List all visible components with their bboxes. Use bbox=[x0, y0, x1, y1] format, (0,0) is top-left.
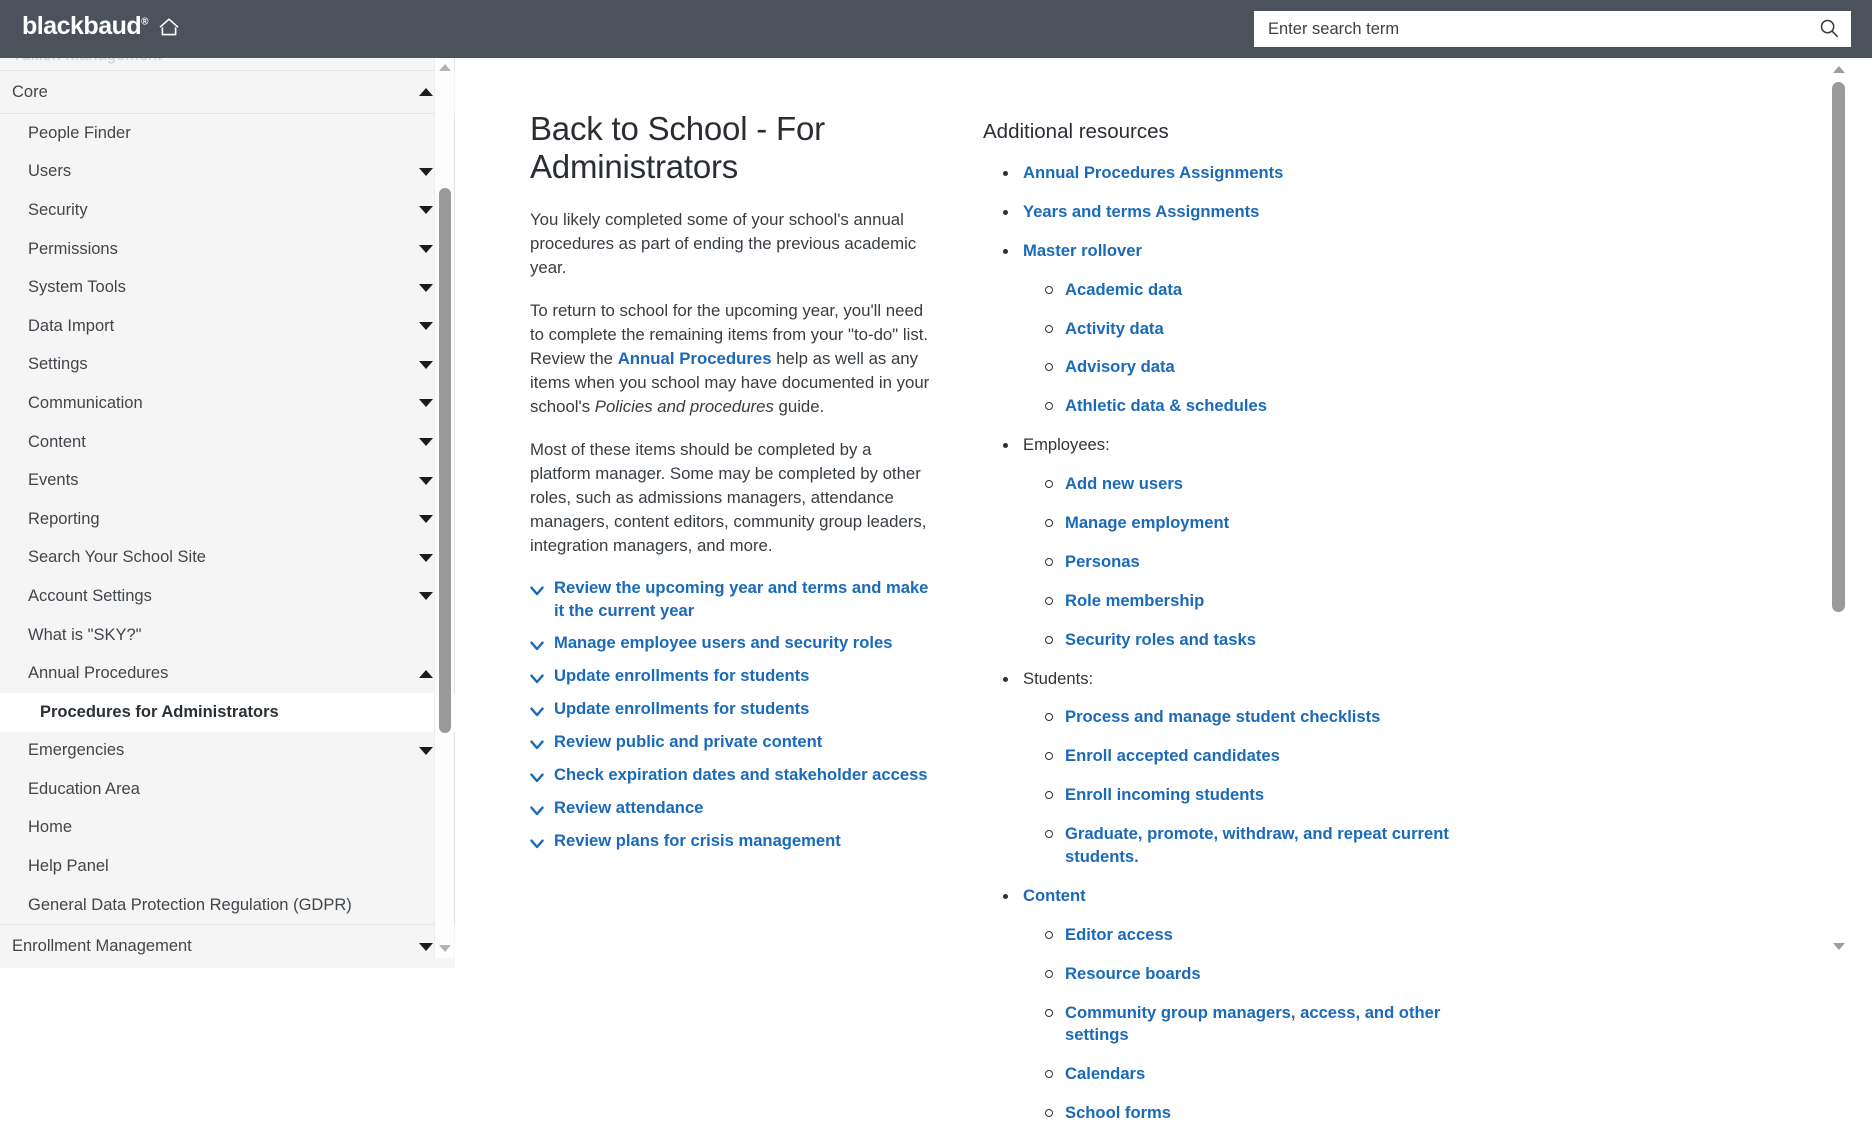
sidebar-item-label: Procedures for Administrators bbox=[40, 702, 279, 721]
paragraph-text: help as well as any items when you school may have documented in your school's bbox=[530, 348, 930, 416]
accordion-toggle[interactable] bbox=[530, 698, 930, 722]
chevron-down-icon bbox=[530, 836, 544, 854]
paragraph-text: guide. bbox=[773, 396, 825, 416]
chevron-down-icon bbox=[419, 322, 433, 330]
resource-sublist bbox=[1023, 279, 1463, 419]
resource-link[interactable]: Editor access bbox=[1065, 924, 1173, 944]
resource-sublist-item bbox=[1023, 279, 1463, 302]
sidebar-item-annual-procedures[interactable] bbox=[0, 654, 455, 693]
sidebar-scrollbar-thumb[interactable] bbox=[439, 188, 451, 733]
sidebar-scroll-content bbox=[0, 40, 455, 968]
registered-mark: ® bbox=[141, 16, 149, 28]
sidebar-item-users[interactable] bbox=[0, 153, 455, 192]
chevron-down-icon bbox=[419, 592, 433, 600]
resource-group-label: Students: bbox=[1023, 668, 1094, 688]
resource-list-item bbox=[983, 201, 1463, 224]
accordion-label: Review the upcoming year and terms and make it the current year bbox=[554, 578, 929, 620]
sidebar-item-label: System Tools bbox=[28, 278, 126, 297]
chevron-down-icon bbox=[530, 583, 544, 601]
chevron-down-icon bbox=[419, 554, 433, 562]
sidebar-item-label: Events bbox=[28, 471, 79, 490]
chevron-down-icon bbox=[530, 737, 544, 755]
sidebar-item-people-finder[interactable] bbox=[0, 114, 455, 153]
resource-link[interactable]: Advisory data bbox=[1065, 357, 1175, 377]
chevron-down-icon bbox=[419, 361, 433, 369]
accordion-label: Manage employee users and security roles bbox=[554, 632, 893, 652]
sidebar-item-reporting[interactable] bbox=[0, 500, 455, 539]
article-column bbox=[530, 110, 930, 863]
sidebar-item-label: Account Settings bbox=[28, 586, 152, 605]
resource-sublist bbox=[1023, 924, 1463, 1125]
resource-link[interactable]: Community group managers, access, and other settings bbox=[1065, 1002, 1441, 1045]
scroll-down-arrow-icon[interactable] bbox=[439, 945, 451, 952]
accordion-label: Review plans for crisis management bbox=[554, 830, 841, 850]
sidebar-item-system-tools[interactable] bbox=[0, 268, 455, 307]
accordion-toggle[interactable] bbox=[530, 797, 930, 821]
left-navigation-sidebar bbox=[0, 58, 455, 958]
sidebar-item-label: Search Your School Site bbox=[28, 548, 206, 567]
resource-link[interactable]: Manage employment bbox=[1065, 513, 1230, 533]
resource-list-item bbox=[983, 885, 1463, 1125]
accordion-label: Update enrollments for students bbox=[554, 698, 810, 718]
resource-list-item bbox=[983, 668, 1463, 869]
sidebar-item-label: Content bbox=[28, 432, 86, 451]
resource-link[interactable]: Years and terms Assignments bbox=[1023, 201, 1260, 221]
top-header-bar bbox=[0, 0, 1872, 58]
article-paragraph bbox=[530, 438, 930, 558]
scroll-up-arrow-icon[interactable] bbox=[439, 64, 451, 71]
page-body bbox=[0, 58, 1872, 1123]
sidebar-group-core[interactable] bbox=[0, 70, 455, 114]
sidebar-item-communication[interactable] bbox=[0, 384, 455, 423]
sidebar-item-help-panel[interactable] bbox=[0, 847, 455, 886]
resource-link[interactable]: Security roles and tasks bbox=[1065, 629, 1256, 649]
chevron-down-icon bbox=[419, 515, 433, 523]
resource-sublist-item bbox=[1023, 823, 1463, 869]
sidebar-item-home[interactable] bbox=[0, 809, 455, 848]
resource-link[interactable]: Enroll incoming students bbox=[1065, 785, 1265, 805]
accordion-toggle[interactable] bbox=[530, 577, 930, 622]
sidebar-item-label: What is "SKY?" bbox=[28, 625, 142, 644]
resource-sublist-item bbox=[1023, 590, 1463, 613]
additional-resources-column bbox=[983, 120, 1463, 1141]
sidebar-group-label: Core bbox=[12, 82, 48, 101]
chevron-down-icon bbox=[419, 168, 433, 176]
sidebar-item-search-your-school-site[interactable] bbox=[0, 539, 455, 578]
chevron-down-icon bbox=[530, 638, 544, 656]
sidebar-item-settings[interactable] bbox=[0, 346, 455, 385]
sidebar-item-security[interactable] bbox=[0, 191, 455, 230]
accordion-toggle[interactable] bbox=[530, 764, 930, 788]
resource-link[interactable]: Add new users bbox=[1065, 474, 1184, 494]
resource-sublist-item bbox=[1023, 924, 1463, 947]
chevron-down-icon bbox=[419, 438, 433, 446]
sidebar-item-emergencies[interactable] bbox=[0, 732, 455, 771]
accordion-toggle[interactable] bbox=[530, 632, 930, 656]
chevron-down-icon bbox=[530, 770, 544, 788]
resource-link[interactable]: Process and manage student checklists bbox=[1065, 707, 1381, 727]
resource-link[interactable]: Calendars bbox=[1065, 1064, 1146, 1084]
chevron-up-icon bbox=[419, 670, 433, 678]
sidebar-item-label: Data Import bbox=[28, 316, 115, 335]
sidebar-item-events[interactable] bbox=[0, 461, 455, 500]
sidebar-item-label: Education Area bbox=[28, 779, 140, 798]
resource-list-item bbox=[983, 162, 1463, 185]
chevron-down-icon bbox=[419, 399, 433, 407]
accordion-toggle[interactable] bbox=[530, 731, 930, 755]
paragraph-text: Most of these items should be completed by a platform manager. Some may be completed by other roles, such as admissions managers, attendance managers, content editors, community group leaders, integration managers, and more. bbox=[530, 440, 927, 556]
resource-sublist bbox=[1023, 473, 1463, 651]
sidebar-item-label: Settings bbox=[28, 355, 88, 374]
resource-list-item bbox=[983, 240, 1463, 418]
resource-group-label: Employees: bbox=[1023, 435, 1110, 455]
resource-sublist-item bbox=[1023, 784, 1463, 807]
resource-sublist-item bbox=[1023, 473, 1463, 496]
resource-link[interactable]: Resource boards bbox=[1065, 963, 1201, 983]
chevron-down-icon bbox=[530, 803, 544, 821]
resource-link[interactable]: Athletic data & schedules bbox=[1065, 396, 1267, 416]
sidebar-group-enrollment-management[interactable] bbox=[0, 924, 455, 968]
resource-link[interactable]: Academic data bbox=[1065, 279, 1183, 299]
resource-link[interactable]: Content bbox=[1023, 885, 1086, 905]
accordion-label: Review attendance bbox=[554, 797, 704, 817]
resource-sublist-item bbox=[1023, 356, 1463, 379]
sidebar-item-label: Emergencies bbox=[28, 741, 125, 760]
resource-sublist-item bbox=[1023, 1063, 1463, 1086]
sidebar-item-label: People Finder bbox=[28, 123, 131, 142]
resource-link[interactable]: School forms bbox=[1065, 1103, 1172, 1123]
resource-sublist-item bbox=[1023, 551, 1463, 574]
sidebar-item-label: Reporting bbox=[28, 509, 100, 528]
page-title: Back to School - For Administrators bbox=[530, 110, 825, 185]
scroll-up-arrow-icon[interactable] bbox=[1833, 66, 1845, 73]
resource-sublist-item bbox=[1023, 745, 1463, 768]
page-scrollbar-thumb[interactable] bbox=[1832, 82, 1845, 612]
resource-link[interactable]: Enroll accepted candidates bbox=[1065, 746, 1280, 766]
resource-sublist bbox=[1023, 706, 1463, 868]
chevron-down-icon bbox=[530, 671, 544, 689]
sidebar-item-label: Permissions bbox=[28, 239, 118, 258]
resources-heading: Additional resources bbox=[983, 120, 1169, 143]
sidebar-item-label: Home bbox=[28, 818, 73, 837]
resource-list-item bbox=[983, 434, 1463, 651]
sidebar-item-list bbox=[0, 114, 455, 924]
chevron-down-icon bbox=[530, 704, 544, 722]
resource-sublist-item bbox=[1023, 706, 1463, 729]
sidebar-item-label: Help Panel bbox=[28, 857, 109, 876]
chevron-down-icon bbox=[419, 747, 433, 755]
inline-link-annual-procedures[interactable]: Annual Procedures bbox=[617, 348, 772, 368]
sidebar-group-label: Enrollment Management bbox=[12, 937, 192, 956]
page-scrollbar[interactable] bbox=[1828, 58, 1850, 958]
accordion-label: Check expiration dates and stakeholder access bbox=[554, 764, 928, 784]
resource-sublist-item bbox=[1023, 1102, 1463, 1125]
brand-wordmark: blackbaud® bbox=[22, 12, 149, 40]
article-paragraphs bbox=[530, 208, 930, 558]
resource-link[interactable]: Role membership bbox=[1065, 590, 1205, 610]
scroll-down-arrow-icon[interactable] bbox=[1833, 943, 1845, 950]
search-button[interactable] bbox=[1807, 12, 1851, 46]
accordion-list bbox=[530, 577, 930, 853]
resource-link[interactable]: Master rollover bbox=[1023, 240, 1142, 260]
sidebar-scrollbar[interactable] bbox=[434, 58, 454, 958]
sidebar-item-data-import[interactable] bbox=[0, 307, 455, 346]
sidebar-item-permissions[interactable] bbox=[0, 230, 455, 269]
resource-sublist-item bbox=[1023, 1002, 1463, 1048]
search-input[interactable] bbox=[1254, 12, 1807, 46]
paragraph-text: To return to school for the upcoming year, you'll need to complete the remaining items from your "to-do" list. Review the bbox=[530, 300, 929, 368]
sidebar-item-account-settings[interactable] bbox=[0, 577, 455, 616]
chevron-down-icon bbox=[419, 477, 433, 485]
chevron-down-icon bbox=[419, 284, 433, 292]
sidebar-item-content[interactable] bbox=[0, 423, 455, 462]
resource-sublist-item bbox=[1023, 963, 1463, 986]
resources-list bbox=[983, 162, 1463, 1125]
sidebar-item-label: Communication bbox=[28, 393, 143, 412]
sidebar-item-procedures-for-administrators[interactable] bbox=[0, 693, 455, 732]
sidebar-item-label: Security bbox=[28, 200, 88, 219]
accordion-toggle[interactable] bbox=[530, 665, 930, 689]
sidebar-item-general-data-protection-regulation-gdpr[interactable] bbox=[0, 886, 455, 925]
resource-sublist-item bbox=[1023, 395, 1463, 418]
emphasis-text: Policies and procedures bbox=[594, 396, 774, 416]
article-paragraph bbox=[530, 208, 930, 280]
main-content-area bbox=[456, 58, 1850, 1123]
resource-sublist-item bbox=[1023, 318, 1463, 341]
paragraph-text: You likely completed some of your school's annual procedures as part of ending the previous academic year. bbox=[530, 209, 917, 277]
article-paragraph bbox=[530, 299, 930, 419]
accordion-toggle[interactable] bbox=[530, 830, 930, 854]
accordion-label: Review public and private content bbox=[554, 731, 823, 751]
search-icon bbox=[1819, 18, 1839, 41]
brand-logo[interactable] bbox=[22, 14, 181, 39]
chevron-down-icon bbox=[419, 943, 433, 951]
resource-link[interactable]: Graduate, promote, withdraw, and repeat current students. bbox=[1065, 824, 1449, 867]
sidebar-item-label: Annual Procedures bbox=[28, 664, 169, 683]
sidebar-item-label: Users bbox=[28, 162, 72, 181]
chevron-up-icon bbox=[419, 88, 433, 96]
resource-sublist-item bbox=[1023, 629, 1463, 652]
sidebar-item-education-area[interactable] bbox=[0, 770, 455, 809]
resource-link[interactable]: Activity data bbox=[1065, 318, 1164, 338]
chevron-down-icon bbox=[419, 245, 433, 253]
resource-sublist-item bbox=[1023, 512, 1463, 535]
sidebar-item-what-is-sky[interactable] bbox=[0, 616, 455, 655]
chevron-down-icon bbox=[419, 206, 433, 214]
sidebar-item-label: General Data Protection Regulation (GDPR) bbox=[28, 895, 352, 914]
accordion-label: Update enrollments for students bbox=[554, 665, 810, 685]
search-box[interactable] bbox=[1254, 11, 1851, 47]
home-icon[interactable] bbox=[157, 16, 181, 38]
resource-link[interactable]: Annual Procedures Assignments bbox=[1023, 163, 1284, 182]
resource-link[interactable]: Personas bbox=[1065, 551, 1140, 571]
